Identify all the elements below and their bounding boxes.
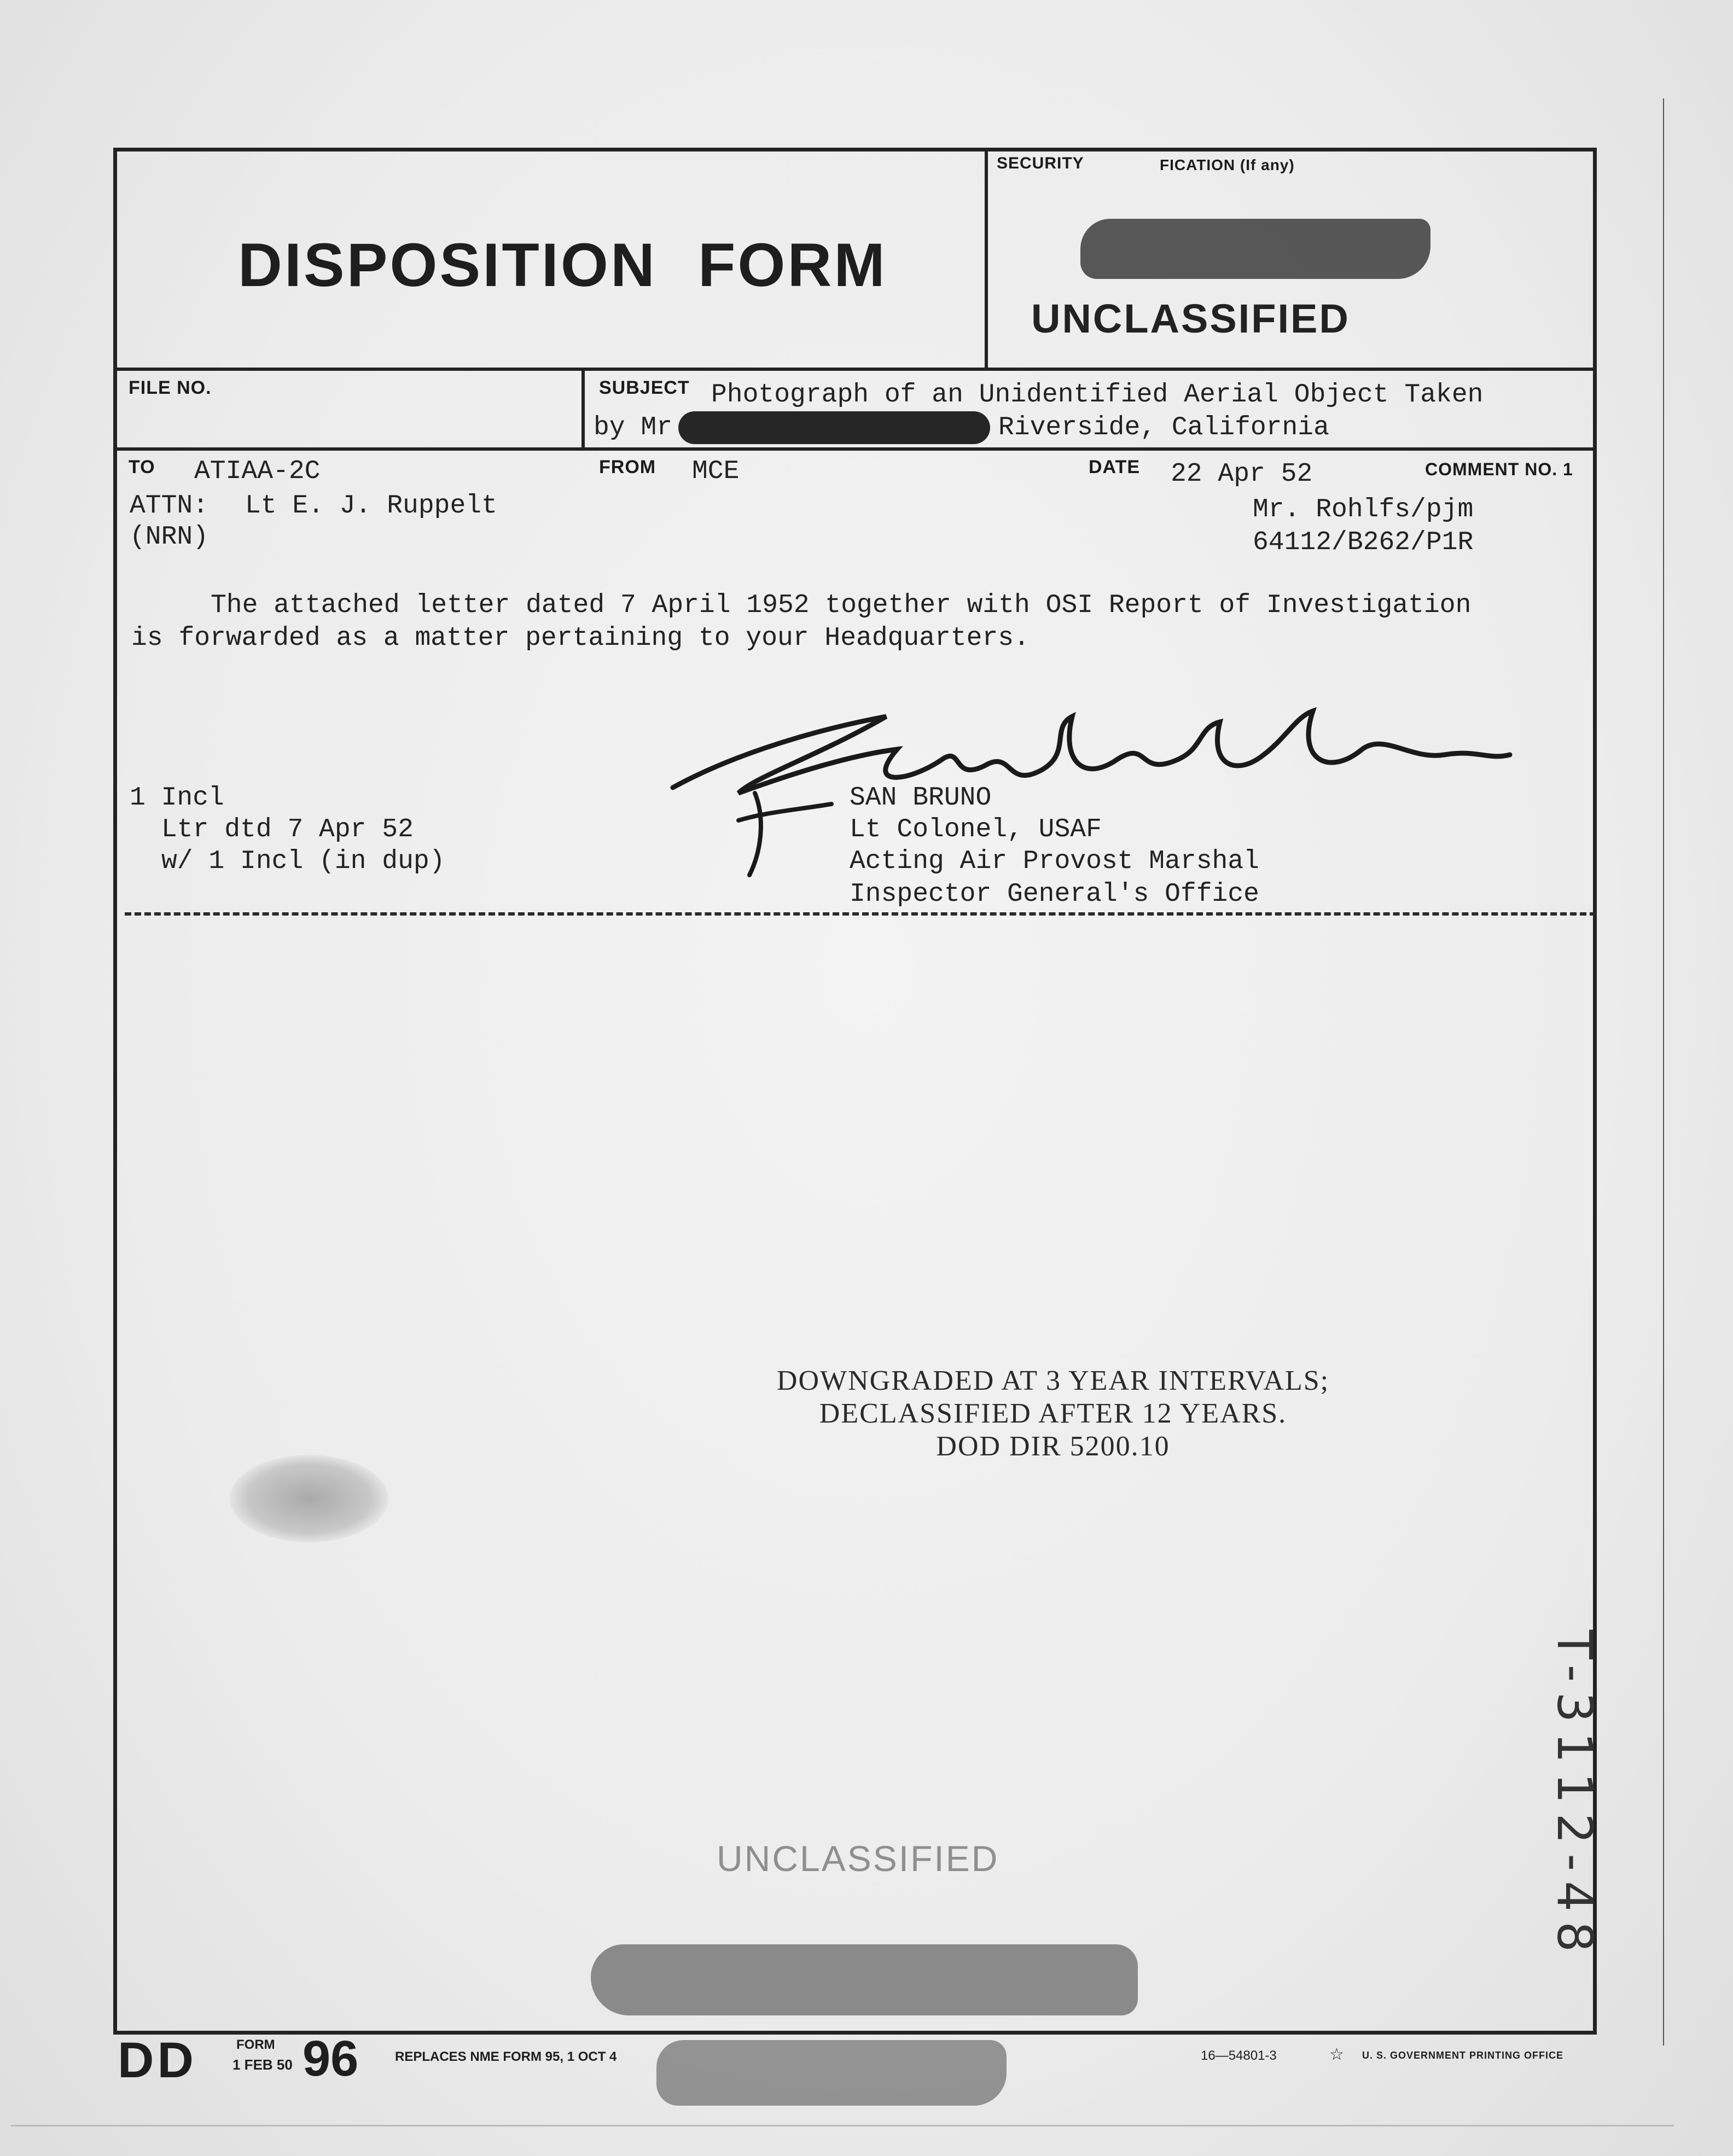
form-dd: DD [118, 2032, 197, 2088]
signer-name: SAN BRUNO [850, 783, 992, 813]
subject-line-1: Photograph of an Unidentified Aerial Object Taken [711, 380, 1484, 410]
body-line-1: The attached letter dated 7 April 1952 together with OSI Report of Investigation [211, 591, 1472, 620]
ink-smudge [230, 1455, 388, 1542]
signer-title-1: Acting Air Provost Marshal [850, 847, 1259, 876]
subject-line-2-prefix: by Mr [594, 413, 673, 442]
security-label-suffix: FICATION (If any) [1160, 156, 1295, 173]
bottom-redaction [591, 1944, 1138, 2015]
bottom-classification-stamp: UNCLASSIFIED [717, 1838, 999, 1879]
from-value: MCE [692, 457, 740, 486]
enclosure-line-3: w/ 1 Incl (in dup) [161, 847, 445, 876]
page-bottom-edge [11, 2125, 1674, 2126]
printer-credit: U. S. GOVERNMENT PRINTING OFFICE [1362, 2050, 1564, 2061]
date-value: 22 Apr 52 [1171, 459, 1313, 489]
downgrade-line-2: DECLASSIFIED AFTER 12 YEARS. [819, 1398, 1287, 1429]
comment-number: COMMENT NO. 1 [1425, 459, 1573, 479]
header-rule [113, 368, 1597, 371]
redaction-mark [1080, 219, 1430, 279]
from-label: FROM [599, 457, 656, 477]
downgrade-line-1: DOWNGRADED AT 3 YEAR INTERVALS; [776, 1365, 1330, 1396]
file-subject-divider [581, 368, 585, 450]
enclosure-line-1: 1 Incl [130, 783, 224, 813]
subject-line-2-suffix: Riverside, California [998, 413, 1329, 442]
subject-rule [113, 447, 1597, 451]
attn-sub: (NRN) [130, 522, 209, 552]
header-divider [985, 148, 988, 369]
replaces-note: REPLACES NME FORM 95, 1 OCT 4 [395, 2049, 617, 2064]
date-label: DATE [1089, 457, 1141, 477]
attn-value: Lt E. J. Ruppelt [245, 491, 497, 521]
security-label: SECURITY [997, 154, 1084, 172]
form-title: DISPOSITION FORM [238, 231, 887, 299]
margin-handwriting: T-3112-48 [1546, 1630, 1603, 1962]
to-label: TO [129, 457, 155, 477]
file-no-label: FILE NO. [129, 377, 212, 398]
form-date: 1 FEB 50 [232, 2056, 293, 2073]
print-code: 16—54801-3 [1201, 2048, 1277, 2063]
reference-line-2: 64112/B262/P1R [1253, 528, 1474, 557]
footer-redaction [656, 2040, 1007, 2106]
signer-rank: Lt Colonel, USAF [850, 815, 1102, 844]
form-word: FORM [236, 2037, 275, 2052]
subject-label: SUBJECT [599, 377, 690, 398]
attn-label: ATTN: [130, 491, 209, 521]
form-number: 96 [303, 2031, 359, 2087]
page-edge-line [1663, 98, 1664, 2046]
to-value: ATIAA-2C [194, 457, 321, 486]
downgrade-stamp [733, 1365, 1373, 1463]
downgrade-line-3: DOD DIR 5200.10 [936, 1431, 1170, 1462]
star-icon: ☆ [1329, 2046, 1344, 2064]
name-redaction [678, 411, 990, 444]
classification-stamp: UNCLASSIFIED [1031, 296, 1350, 341]
body-line-2: is forwarded as a matter pertaining to your Headquarters. [131, 624, 1030, 653]
reference-line-1: Mr. Rohlfs/pjm [1253, 495, 1474, 525]
signer-title-2: Inspector General's Office [850, 879, 1259, 909]
dashed-divider [125, 912, 1596, 916]
enclosure-line-2: Ltr dtd 7 Apr 52 [161, 815, 414, 844]
